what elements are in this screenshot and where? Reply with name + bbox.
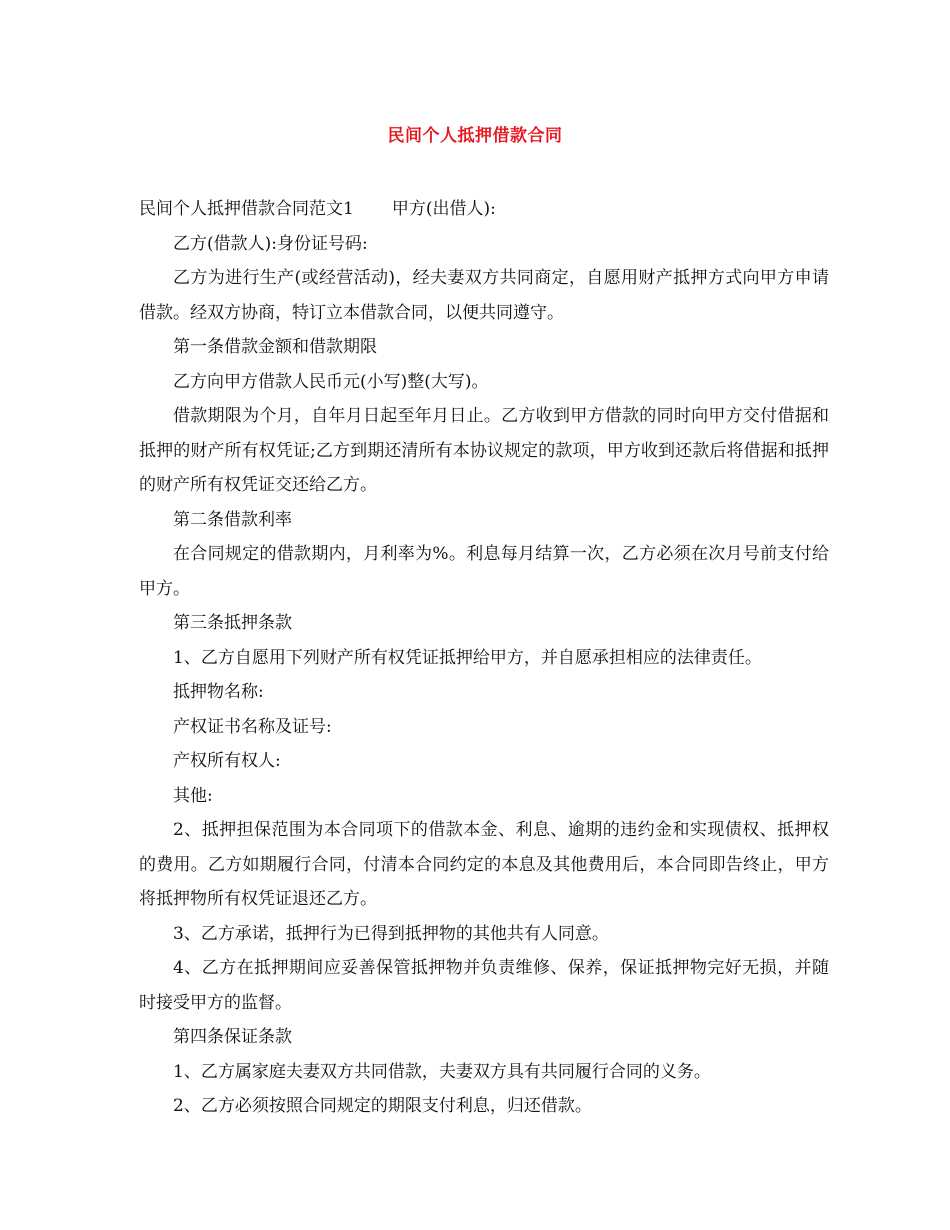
document-title: 民间个人抵押借款合同: [387, 126, 563, 146]
paragraph: 乙方向甲方借款人民币元(小写)整(大写)。: [173, 371, 489, 392]
paragraph: 3、乙方承诺，抵押行为已得到抵押物的其他共有人同意。: [173, 923, 609, 944]
paragraph: 抵押物名称:: [173, 682, 264, 702]
paragraph: 在合同规定的借款期内，月利率为%。利息每月结算一次，乙方必须在次月号前支付给甲方。: [139, 544, 829, 599]
paragraph: 乙方为进行生产(或经营活动)，经夫妻双方共同商定，自愿用财产抵押方式向甲方申请借款。经双方协商，特订立本借款合同，以便共同遵守。: [139, 268, 829, 323]
intro-right: 甲方(出借人):: [391, 199, 496, 219]
paragraph: 产权证书名称及证号:: [173, 716, 332, 737]
paragraph: 2、抵押担保范围为本合同项下的借款本金、利息、逾期的违约金和实现债权、抵押权的费用。乙方如期履行合同，付清本合同约定的本息及其他费用后，本合同即告终止，甲方将抵押物所有权凭证退还乙方。: [139, 820, 829, 909]
section-heading: 第二条借款利率: [173, 509, 292, 530]
intro-line: [139, 192, 829, 227]
paragraph: 2、乙方必须按照合同规定的期限支付利息，归还借款。: [173, 1096, 592, 1116]
paragraph: 1、乙方属家庭夫妻双方共同借款，夫妻双方具有共同履行合同的义务。: [173, 1061, 711, 1082]
paragraph: 1、乙方自愿用下列财产所有权凭证抵押给甲方，并自愿承担相应的法律责任。: [173, 647, 762, 668]
section-heading: 第四条保证条款: [173, 1027, 292, 1047]
intro-left: 民间个人抵押借款合同范文1: [139, 199, 354, 219]
document-body: [139, 192, 829, 1124]
paragraph: 乙方(借款人):身份证号码:: [173, 233, 368, 254]
paragraph: 其他:: [173, 785, 213, 806]
paragraph: 借款期限为个月，自年月日起至年月日止。乙方收到甲方借款的同时向甲方交付借据和抵押的财产所有权凭证;乙方到期还清所有本协议规定的款项，甲方收到还款后将借据和抵押的财产所有权凭证交还给乙方。: [139, 406, 829, 495]
paragraph: 4、乙方在抵押期间应妥善保管抵押物并负责维修、保养，保证抵押物完好无损，并随时接受甲方的监督。: [139, 958, 829, 1013]
section-heading: 第三条抵押条款: [173, 613, 292, 633]
paragraph: 产权所有权人:: [173, 751, 281, 771]
section-heading: 第一条借款金额和借款期限: [173, 337, 377, 357]
